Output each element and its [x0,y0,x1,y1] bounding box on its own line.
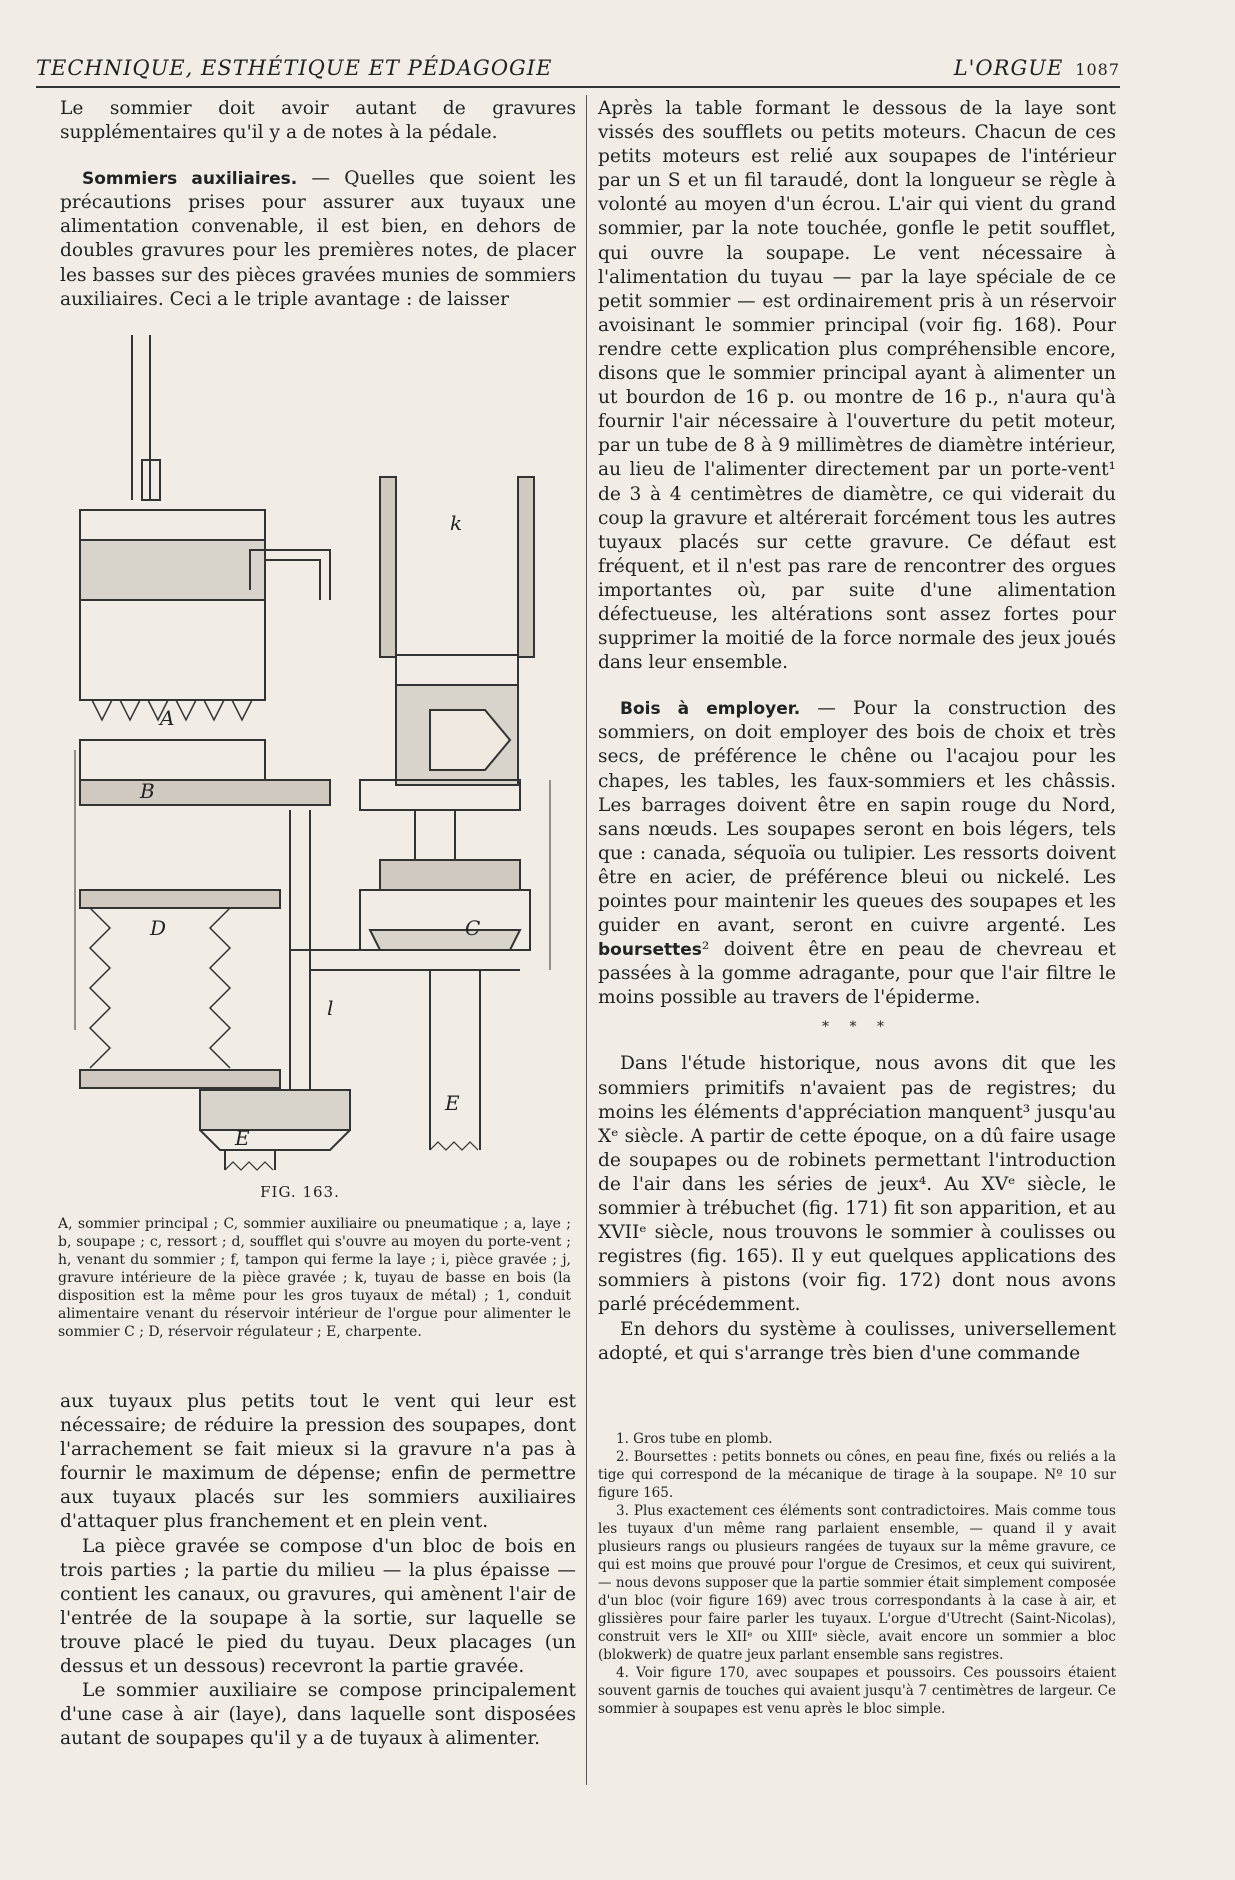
label-C: C [465,916,481,940]
label-B: B [140,779,155,803]
section-separator: * * * [822,1019,892,1036]
label-E: E [445,1091,460,1115]
footnote: 2. Boursettes : petits bonnets ou cônes, en peau fine, fixés ou reliés a la tige qui correspond de la mécanique de tirage à la soupape. Nº 10 sur figure 165. [598,1449,1116,1501]
header-right [954,56,1120,80]
header-right-title: L'ORGUE [953,56,1064,80]
right-column [598,97,1116,1366]
paragraph-text: ² doivent être en peau de chevreau et passées à la gomme adragante, pour que l'air filtre le moins possible au travers de l'épiderme. [598,939,1116,1009]
page-number: 1087 [1075,60,1120,79]
header-left-title: TECHNIQUE, ESTHÉTIQUE ET PÉDAGOGIE [36,56,553,80]
paragraph: Après la table formant le dessous de la laye sont vissés des soufflets ou petits moteurs. Chacun de ces petits moteurs est relié aux soupapes de l'intérieur par un S et un fil taraudé, dont la longueur se règle à volonté au moyen d'un écrou. L'air qui vient du grand sommier, par la note touchée, gonfle le petit soufflet, qui ouvre la soupape. Le vent nécessaire à l'alimentation du tuyau — par la laye spéciale de ce petit sommier — est ordinairement pris à un réservoir avoisinant le sommier principal (voir fig. 168). Pour rendre cette explication plus compréhensible encore, disons que le sommier principal ayant à alimenter un ut bourdon de 16 p. ou montre de 16 p., n'aura qu'à fournir l'air nécessaire à l'ouverture du petit moteur, par un tube de 8 à 9 millimètres de diamètre intérieur, au lieu de l'alimenter directement par un porte-vent¹ de 3 à 4 centimètres de diamètre, ce qui viderait du coup la gravure et altérerait forcément tous les autres tuyaux placés sur cette gravure. Ce défaut est fréquent, et il n'est pas rare de rencontrer des orgues importantes où, par suite d'une alimentation défectueuse, les altérations sont assez fortes pour supprimer la moitié de la force normale des jeux joués dans leur ensemble. [598,98,1116,674]
footnotes [598,1430,1116,1718]
paragraph: Le sommier auxiliaire se compose principalement d'une case à air (laye), dans laquelle sont disposées autant de soupapes qu'il y a de tuyaux à alimenter. [60,1680,576,1750]
figure-caption: A, sommier principal ; C, sommier auxiliaire ou pneumatique ; a, laye ; b, soupape ; c, ressort ; d, soufflet qui s'ouvre au moyen du porte-vent ; h, venant du sommier ; f, tampon qui ferme la laye ; i, pièce gravée ; j, gravure intérieure de la pièce gravée ; k, tuyau de basse en bois (la disposition est la même pour les gros tuyaux de métal) ; 1, conduit alimentaire venant du réservoir intérieur de l'orgue pour alimenter le sommier C ; D, réservoir régulateur ; E, charpente. [58,1216,571,1340]
label-A: A [160,706,175,730]
figure-label: FIG. 163. [260,1183,340,1201]
paragraph-text: — Quelles que soient les précautions prises pour assurer aux tuyaux une alimentation convenable, il est bien, en dehors de doubles gravures pour les premières notes, de placer les basses sur des pièces gravées munies de sommiers auxiliaires. Ceci a le triple avantage : de laisser [60,168,576,310]
paragraph: En dehors du système à coulisses, universellement adopté, et qui s'arrange très bien d'une commande [598,1318,1116,1364]
footnote: 3. Plus exactement ces éléments sont contradictoires. Mais comme tous les tuyaux d'un même rang parlaient ensemble, — quand il y avait plusieurs rangs ou plusieurs rangées de tuyaux sur la même gravure, ce qui est moins que prouvé pour l'orgue de Cresimos, et ceux qui suivirent, — nous devons supposer que la partie sommier était simplement composée d'un bloc (voir figure 169) avec trous correspondants à la case à air, et glissières pour faire parler les tuyaux. L'orgue d'Utrecht (Saint-Nicolas), construit vers le XIIᵉ ou XIIIᵉ siècle, avait encore un sommier a bloc (blokwerk) de quatre jeux parlant ensemble sans registres. [598,1503,1116,1663]
figure-163-diagram [70,330,560,1180]
paragraph [60,167,576,312]
section-heading: Sommiers auxiliaires. [82,169,298,190]
section-heading: Bois à employer. [620,699,801,720]
column-rule [586,95,587,1785]
left-column-top [60,97,576,312]
paragraph: La pièce gravée se compose d'un bloc de bois en trois parties ; la partie du milieu — la plus épaisse — contient les canaux, ou gravures, qui amènent l'air de l'entrée de la soupape à la sortie, sur laquelle se trouve placé le pied du tuyau. Deux placages (un dessus et un dessous) recevront la partie gravée. [60,1535,576,1678]
footnote: 1. Gros tube en plomb. [616,1431,773,1447]
paragraph: Dans l'étude historique, nous avons dit que les sommiers primitifs n'avaient pas de registres; du moins les éléments d'appréciation manquent³ jusqu'au Xᵉ siècle. A partir de cette époque, on a dû faire usage de soupapes ou de robinets permettant l'introduction de l'air dans les séries de jeux⁴. Au XVᵉ siècle, le sommier à trébuchet (fig. 171) fit son apparition, et au XVIIᵉ siècle, nous trouvons le sommier à coulisses ou registres (fig. 165). Il y eut quelques applications des sommiers à pistons (voir fig. 172) dont nous avons parlé précédemment. [598,1053,1116,1316]
label-k: k [450,511,463,535]
bold-term: boursettes [598,940,702,961]
paragraph [598,697,1116,1010]
paragraph: aux tuyaux plus petits tout le vent qui leur est nécessaire; de réduire la pression des soupapes, dont l'arrachement se fait mieux si la gravure n'a pas à fournir le maximum de dépense; enfin de permettre aux tuyaux placés sur les sommiers auxiliaires d'attaquer plus franchement et en plein vent. [60,1391,576,1533]
label-E: E [235,1126,250,1150]
label-l: l [327,996,334,1020]
paragraph: Le sommier doit avoir autant de gravures supplémentaires qu'il y a de notes à la pédale. [60,98,576,144]
left-column-bottom [60,1390,576,1751]
paragraph-text: — Pour la construction des sommiers, on doit employer des bois de choix et très secs, de préférence le chêne ou l'acajou pour les chapes, les tables, les faux-sommiers et les châssis. Les barrages doivent être en sapin rouge du Nord, sans nœuds. Les soupapes seront en bois légers, tels que : canada, séquoïa ou tulipier. Les ressorts doivent être en acier, de préférence bleui ou nickelé. Les pointes pour maintenir les queues des soupapes et les guider en avant, seront en cuivre argenté. Les [598,698,1116,937]
footnote: 4. Voir figure 170, avec soupapes et poussoirs. Ces poussoirs étaient souvent garnis de touches qui avaient jusqu'à 7 centimètres de largeur. Ce sommier à soupapes est venu après le bloc simple. [598,1665,1116,1717]
label-D: D [150,916,167,940]
running-header [36,52,1120,88]
